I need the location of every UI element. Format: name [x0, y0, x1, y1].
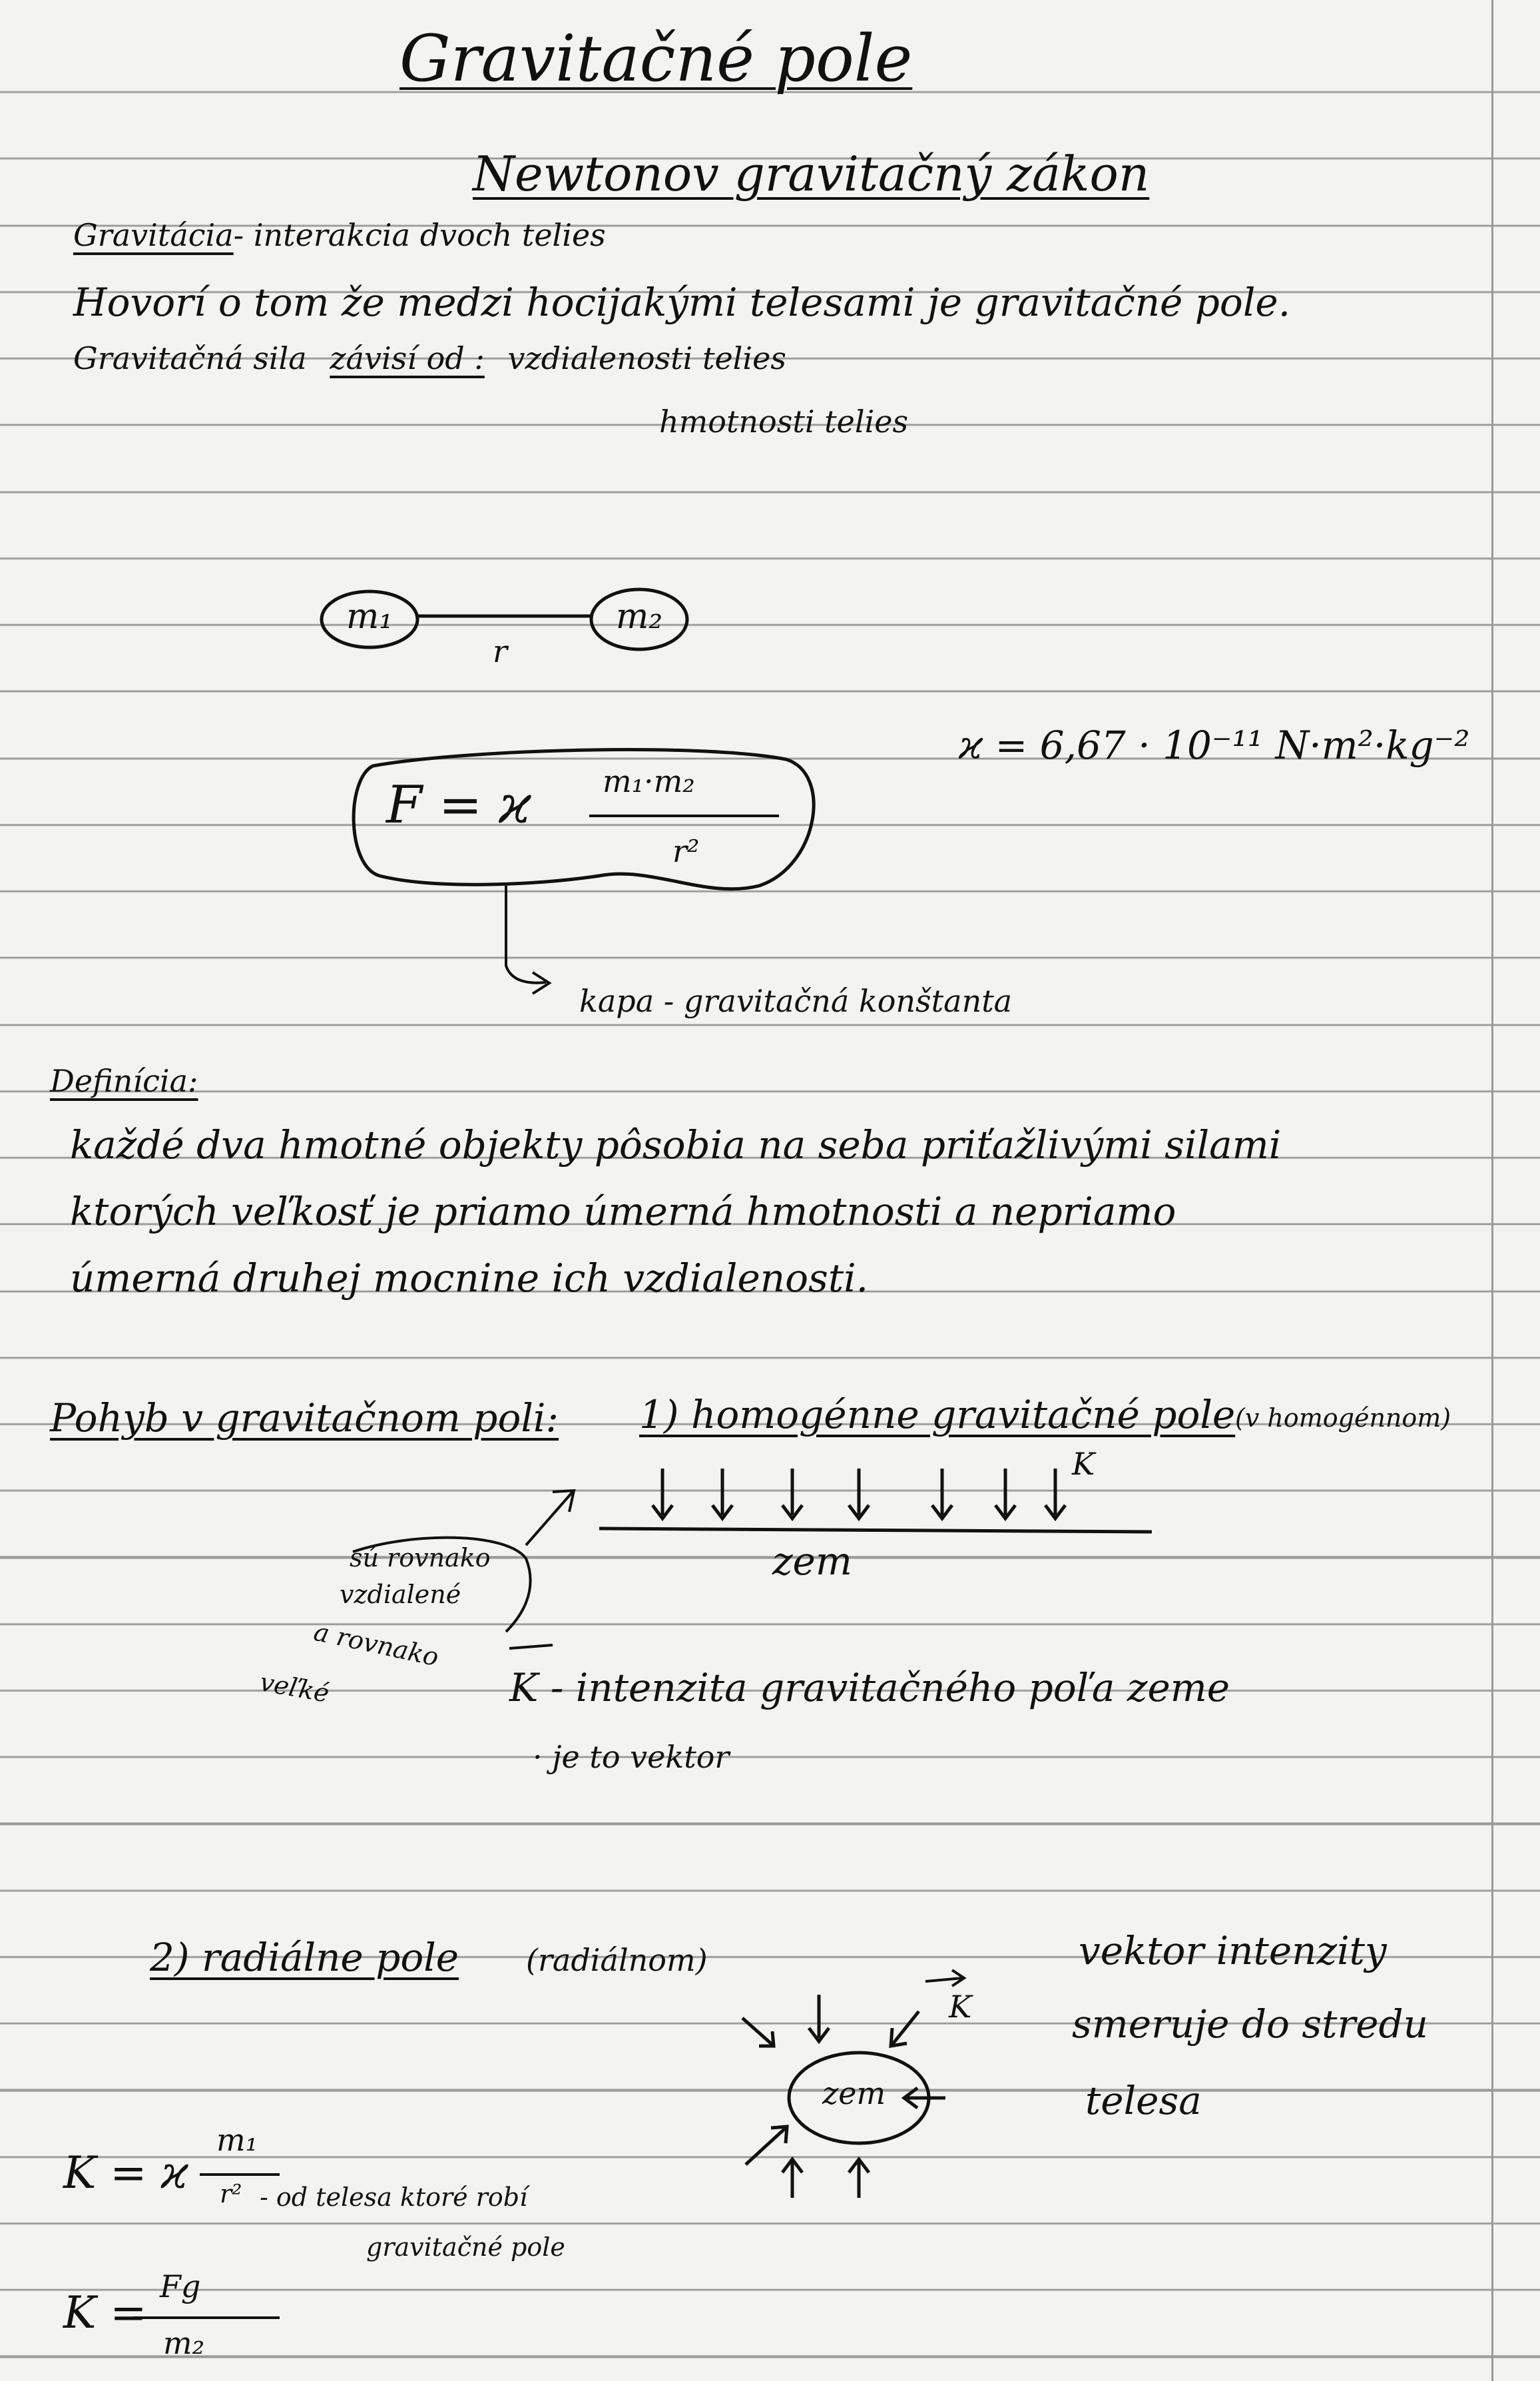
radial-k-label: K: [949, 1989, 972, 2025]
mass-2-label: m₂: [616, 597, 663, 637]
radial-note: (radiálnom): [526, 1942, 708, 1978]
k-formula-1-numerator: m₁: [216, 2122, 258, 2158]
side-note-2: vzdialené: [340, 1580, 461, 1609]
k-formula-1-note-1: - od telesa ktoré robí: [260, 2183, 528, 2212]
term-gravitacia: Gravitácia: [73, 217, 234, 253]
formula-lhs: F = ϰ: [386, 775, 531, 835]
vector-note-1: vektor intenzity: [1079, 1928, 1387, 1973]
page-title: Gravitačné pole: [399, 21, 913, 96]
intro-line-4: hmotnosti telies: [659, 404, 909, 440]
k-formula-2-lhs: K =: [63, 2287, 147, 2338]
kappa-arrow: [506, 886, 546, 983]
distance-label: r: [493, 633, 507, 669]
radial-k-vector-mark: [925, 1978, 962, 1981]
k-formula-1-denominator: r²: [220, 2179, 242, 2209]
formula-denominator: r²: [672, 833, 700, 869]
k-vector-note: · je to vektor: [533, 1739, 730, 1775]
k-definition: K - intenzita gravitačného poľa zeme: [509, 1665, 1230, 1710]
definition-line-1: každé dva hmotné objekty pôsobia na seba priťažlivými silami: [70, 1122, 1282, 1168]
note-arrow: [526, 1492, 573, 1545]
homogeneous-item: 1) homogénne gravitačné pole: [639, 1392, 1236, 1437]
earth-label-radial: zem: [822, 2075, 886, 2111]
k-formula-2-denominator: m₂: [163, 2325, 205, 2361]
earth-label-homogeneous: zem: [772, 1538, 852, 1584]
vector-note-2: smeruje do stredu: [1072, 2001, 1428, 2047]
k-formula-1-lhs: K = ϰ: [63, 2147, 188, 2199]
gravitational-constant: ϰ = 6,67 · 10⁻¹¹ N·m²·kg⁻²: [959, 723, 1470, 768]
k-vector-mark: [509, 1645, 553, 1648]
intro-line-1-rest: - interakcia dvoch telies: [233, 217, 606, 253]
page-subtitle: Newtonov gravitačný zákon: [473, 146, 1150, 202]
homogeneous-field-arrows: [652, 1469, 1065, 1519]
formula-numerator: m₁·m₂: [603, 763, 695, 799]
k-formula-1-note-2: gravitačné pole: [366, 2232, 565, 2262]
side-note-1: sú rovnako: [350, 1543, 491, 1572]
k-formula-2-numerator: Fg: [160, 2268, 201, 2304]
homogeneous-note: (v homogénnom): [1235, 1403, 1451, 1433]
mass-1-label: m₁: [346, 597, 393, 637]
side-note-4: veľké: [257, 1667, 332, 1708]
motion-heading: Pohyb v gravitačnom poli:: [50, 1395, 559, 1441]
kappa-note: kapa - gravitačná konštanta: [579, 983, 1013, 1019]
intro-line-3-start: Gravitačná sila: [73, 340, 307, 376]
definition-line-3: úmerná druhej mocnine ich vzdialenosti.: [70, 1255, 869, 1301]
radial-item: 2) radiálne pole: [150, 1935, 459, 1980]
ground-line: [599, 1529, 1152, 1532]
side-note-3: a rovnako: [311, 1616, 441, 1672]
vector-note-3: telesa: [1085, 2078, 1202, 2123]
definition-line-2: ktorých veľkosť je priamo úmerná hmotnosti a nepriamo: [70, 1189, 1176, 1234]
intro-line-2: Hovorí o tom že medzi hocijakými telesami je gravitačné pole.: [73, 280, 1291, 325]
intro-line-3-end: vzdialenosti telies: [507, 340, 786, 376]
homogeneous-k-label: K: [1072, 1446, 1095, 1482]
definition-heading: Definícia:: [50, 1063, 198, 1099]
intro-depends: závisí od :: [330, 340, 485, 376]
